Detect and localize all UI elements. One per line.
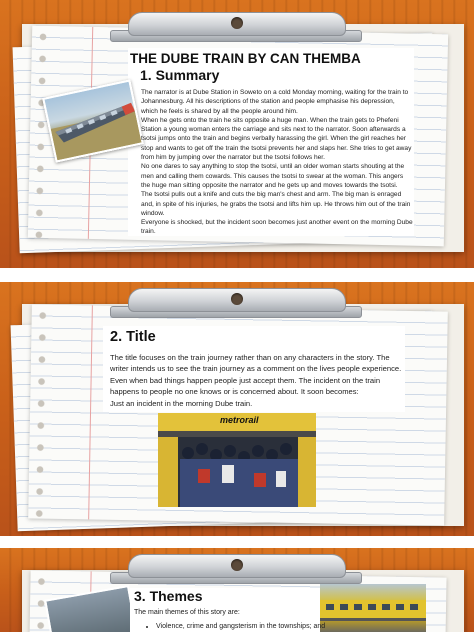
title-paragraph: The title focuses on the train journey rather than on any characters in the story. The writer intends us to see the train journey as a comment on the lives people experience. Even when bad things happen people just accept them. The incident on the train happens to people no one knows or is concerned about. It soon becomes: bbox=[110, 353, 402, 397]
binder-holes bbox=[34, 304, 48, 518]
binder-holes bbox=[34, 26, 48, 238]
crowded-train-photo bbox=[158, 413, 316, 507]
crowd-illustration bbox=[158, 413, 316, 507]
list-item: • Violence, crime and gangsterism in the townships; and bbox=[156, 623, 332, 630]
margin-line bbox=[88, 305, 93, 519]
clipboard-clip bbox=[128, 288, 346, 312]
summary-paragraph: No one dares to say anything to stop the tsotsi, until an older woman starts shouting at the men and calling them cowards. This causes the tsotsi to swear at the woman. This angers the huge man sitting opposite the narrator and he gets up and moves towards the tsotsi. bbox=[141, 163, 405, 189]
section-heading: 1. Summary bbox=[140, 67, 220, 83]
yellow-train-photo bbox=[320, 584, 426, 632]
slide-summary bbox=[0, 0, 474, 268]
clip-hole bbox=[231, 293, 243, 305]
title-quote: Just an incident in the morning Dube train. bbox=[110, 398, 253, 408]
yellow-train-illustration bbox=[320, 584, 426, 632]
themes-intro: The main themes of this story are: bbox=[134, 609, 240, 616]
slide-title bbox=[0, 282, 474, 536]
summary-paragraph: The narrator is at Dube Station in Soweto on a cold Monday morning, waiting for the train to Johannesburg. All his descriptions of the station and people emphasise his depression, which he feels is shared by all the people around him. bbox=[141, 89, 409, 115]
clip-hole bbox=[231, 17, 243, 29]
title-body bbox=[110, 352, 402, 409]
section-heading: 3. Themes bbox=[134, 588, 203, 604]
summary-paragraph: Everyone is shocked, but the incident soon becomes just another event on the morning Dube train. bbox=[141, 219, 413, 236]
clipboard-clip bbox=[128, 12, 346, 36]
section-heading: 2. Title bbox=[110, 329, 156, 345]
document-title: THE DUBE TRAIN BY CAN THEMBA bbox=[130, 51, 361, 66]
themes-list bbox=[144, 623, 332, 630]
slide-themes bbox=[0, 548, 474, 632]
summary-paragraph: The tsotsi pulls out a knife and cuts the big man's chest and arm. The big man is enraged and, in spite of his injuries, he grabs the tsotsi and lifts him up. He throws him out of the train window. bbox=[141, 191, 411, 217]
metrorail-sign: metrorail bbox=[220, 415, 259, 425]
summary-paragraph: When he gets onto the train he sits opposite a huge man. When the train gets to Phefeni Station a young woman enters the carriage and sits next to the narrator. Soon afterwards a tsotsi jumps onto the train and begins verbally harassing the girl. When the girl reaches her stop and wants to get off the train the tsotsi prevents her and slaps her. She tries to get away from him by jumping over the narrator but the tsotsi follows her. bbox=[141, 116, 412, 162]
clipboard-clip bbox=[128, 554, 346, 578]
summary-body bbox=[141, 88, 413, 237]
clip-hole bbox=[231, 559, 243, 571]
